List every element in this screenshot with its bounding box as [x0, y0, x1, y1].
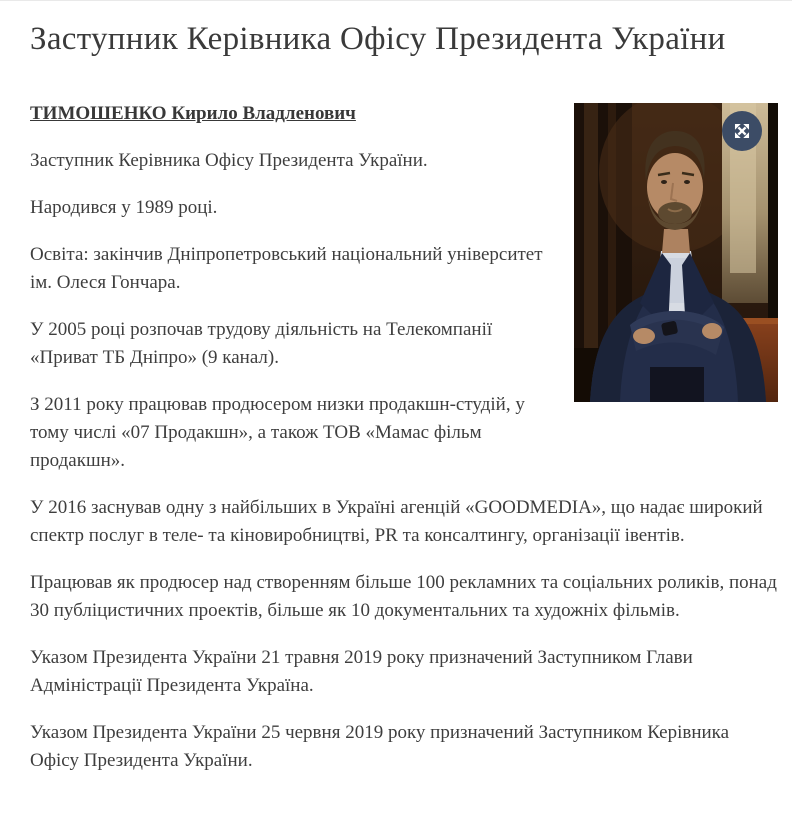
biography-article [30, 101, 778, 775]
bio-paragraph-decree-may-2019: Указом Президента України 21 травня 2019 року призначений Заступником Глави Адміністрації Президента Україна. [30, 647, 693, 696]
page-title: Заступник Керівника Офісу Президента України [30, 21, 726, 57]
person-name: ТИМОШЕНКО Кирило Владленович [30, 103, 356, 124]
bio-paragraph-position: Заступник Керівника Офісу Президента України. [30, 150, 428, 171]
bio-paragraph-career-2011: З 2011 року працював продюсером низки продакшн-студій, у тому числі «07 Продакшн», а також ТОВ «Мамас фільм продакшн». [30, 394, 525, 471]
bio-paragraph-decree-june-2019: Указом Президента України 25 червня 2019 року призначений Заступником Керівника Офісу Президента України. [30, 722, 730, 771]
expand-photo-button[interactable] [722, 111, 762, 151]
expand-arrows-icon [733, 122, 751, 140]
profile-photo[interactable] [574, 103, 778, 402]
bio-paragraph-career-2005: У 2005 році розпочав трудову діяльність на Телекомпанії «Приват ТБ Дніпро» (9 канал). [30, 319, 493, 368]
bio-paragraph-producer-work: Працював як продюсер над створенням більше 100 рекламних та соціальних роликів, понад 30 публіцистичних проектів, більше як 10 документальних та художніх фільмів. [30, 572, 777, 621]
bio-paragraph-career-2016: У 2016 заснував одну з найбільших в Україні агенцій «GOODMEDIA», що надає широкий спектр послуг в теле- та кіновиробництві, PR та консалтингу, організації івентів. [30, 497, 763, 546]
bio-paragraph-birth: Народився у 1989 році. [30, 197, 218, 218]
bio-paragraph-education: Освіта: закінчив Дніпропетровський національний університет ім. Олеся Гончара. [30, 244, 543, 293]
